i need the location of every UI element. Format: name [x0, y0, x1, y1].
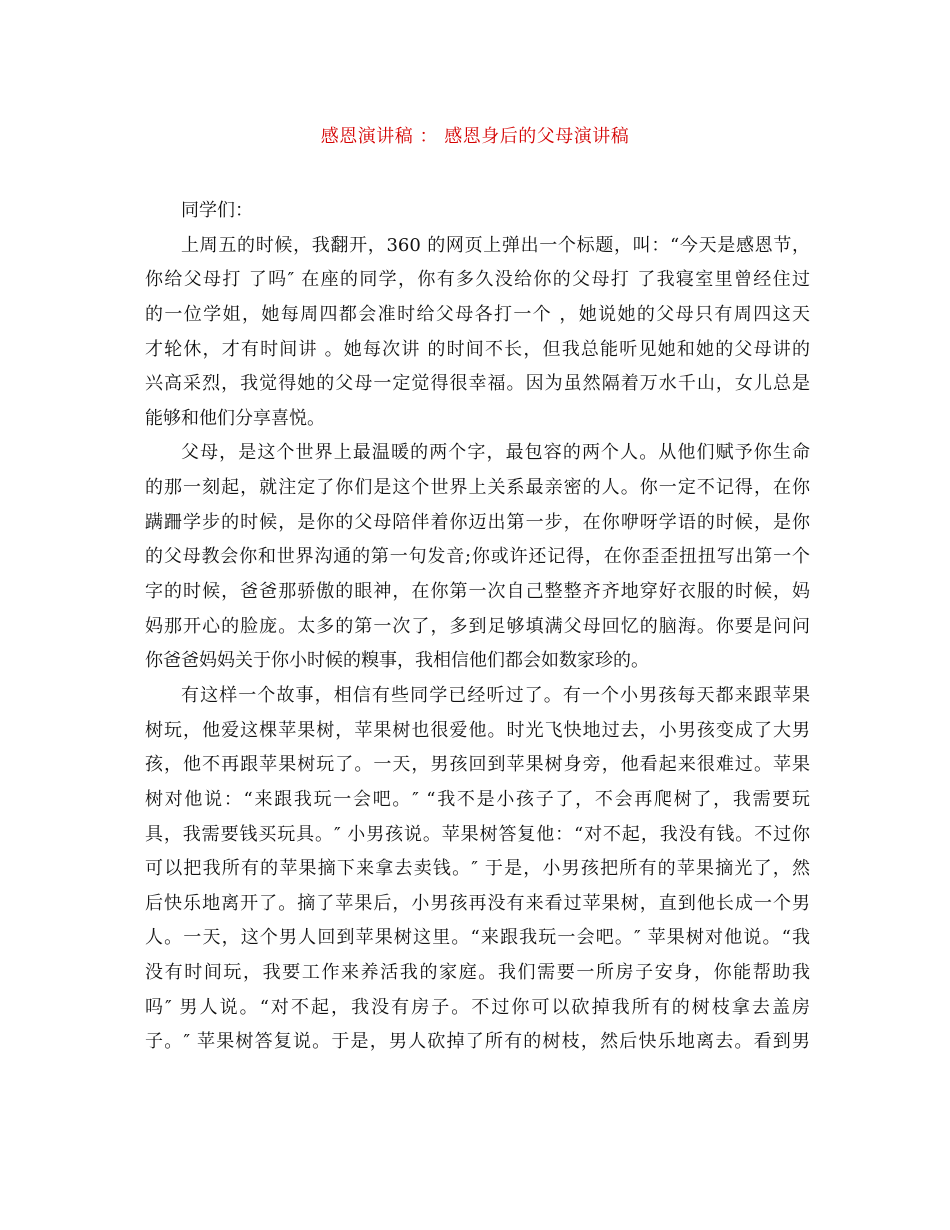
document-title: 感恩演讲稿 ： 感恩身后的父母演讲稿 [320, 126, 630, 147]
paragraph-line: 的那一刻起，就注定了你们是这个世界上关系最亲密的人。你一定不记得，在你 [145, 477, 810, 499]
paragraph-line: 蹒跚学步的时候，是你的父母陪伴着你迈出第一步，在你咿呀学语的时候，是你 [145, 511, 810, 533]
paragraph-line: 能够和他们分享喜悦。 [145, 407, 325, 429]
paragraph-line: 兴高采烈，我觉得她的父母一定觉得很幸福。因为虽然隔着万水千山，女儿总是 [145, 373, 810, 395]
paragraph-line: 字的时候，爸爸那骄傲的眼神，在你第一次自己整整齐齐地穿好衣服的时候，妈 [145, 581, 810, 603]
paragraph-line: 树玩，他爱这棵苹果树，苹果树也很爱他。时光飞快地过去，小男孩变成了大男 [145, 719, 810, 741]
paragraph-line: 可以把我所有的苹果摘下来拿去卖钱。″ 于是，小男孩把所有的苹果摘光了，然 [145, 858, 810, 880]
paragraph-line: 没有时间玩，我要工作来养活我的家庭。我们需要一所房子安身，你能帮助我 [145, 962, 810, 984]
paragraph-line: 人。一天，这个男人回到苹果树这里。“来跟我玩一会吧。″ 苹果树对他说。“我 [145, 927, 810, 949]
paragraph-line: 孩，他不再跟苹果树玩了。一天，男孩回到苹果树身旁，他看起来很难过。苹果 [145, 754, 810, 776]
paragraph-line: 有这样一个故事，相信有些同学已经听过了。有一个小男孩每天都来跟苹果 [181, 684, 810, 706]
paragraph-line: 子。″ 苹果树答复说。于是，男人砍掉了所有的树枝，然后快乐地离去。看到男 [145, 1031, 810, 1053]
paragraph-line: 妈那开心的脸庞。太多的第一次了，多到足够填满父母回忆的脑海。你要是问问 [145, 615, 810, 637]
paragraph-line: 树对他说：“来跟我玩一会吧。″ “我不是小孩子了，不会再爬树了，我需要玩 [145, 788, 810, 810]
paragraph-line: 父母，是这个世界上最温暖的两个字，最包容的两个人。从他们赋予你生命 [181, 442, 810, 464]
paragraph-line: 才轮休，才有时间讲 。她每次讲 的时间不长，但我总能听见她和她的父母讲的 [145, 338, 810, 360]
paragraph-line: 上周五的时候，我翻开，360 的网页上弹出一个标题，叫：“今天是感恩节， [181, 234, 810, 256]
paragraph-line: 你爸爸妈妈关于你小时候的糗事，我相信他们都会如数家珍的。 [145, 650, 649, 672]
paragraph-line: 的一位学姐，她每周四都会准时给父母各打一个 ，她说她的父母只有周四这天 [145, 303, 810, 325]
document-body [145, 194, 810, 1060]
paragraph-line: 具，我需要钱买玩具。″ 小男孩说。苹果树答复他：“对不起，我没有钱。不过你 [145, 823, 810, 845]
salutation-line: 同学们： [181, 200, 253, 221]
paragraph-line: 你给父母打 了吗″ 在座的同学，你有多久没给你的父母打 了我寝室里曾经住过 [145, 269, 810, 291]
paragraph-line: 后快乐地离开了。摘了苹果后，小男孩再没有来看过苹果树，直到他长成一个男 [145, 892, 810, 914]
paragraph-line: 吗″ 男人说。“对不起，我没有房子。不过你可以砍掉我所有的树枝拿去盖房 [145, 996, 810, 1018]
paragraph-line: 的父母教会你和世界沟通的第一句发音;你或许还记得，在你歪歪扭扭写出第一个 [145, 546, 810, 568]
